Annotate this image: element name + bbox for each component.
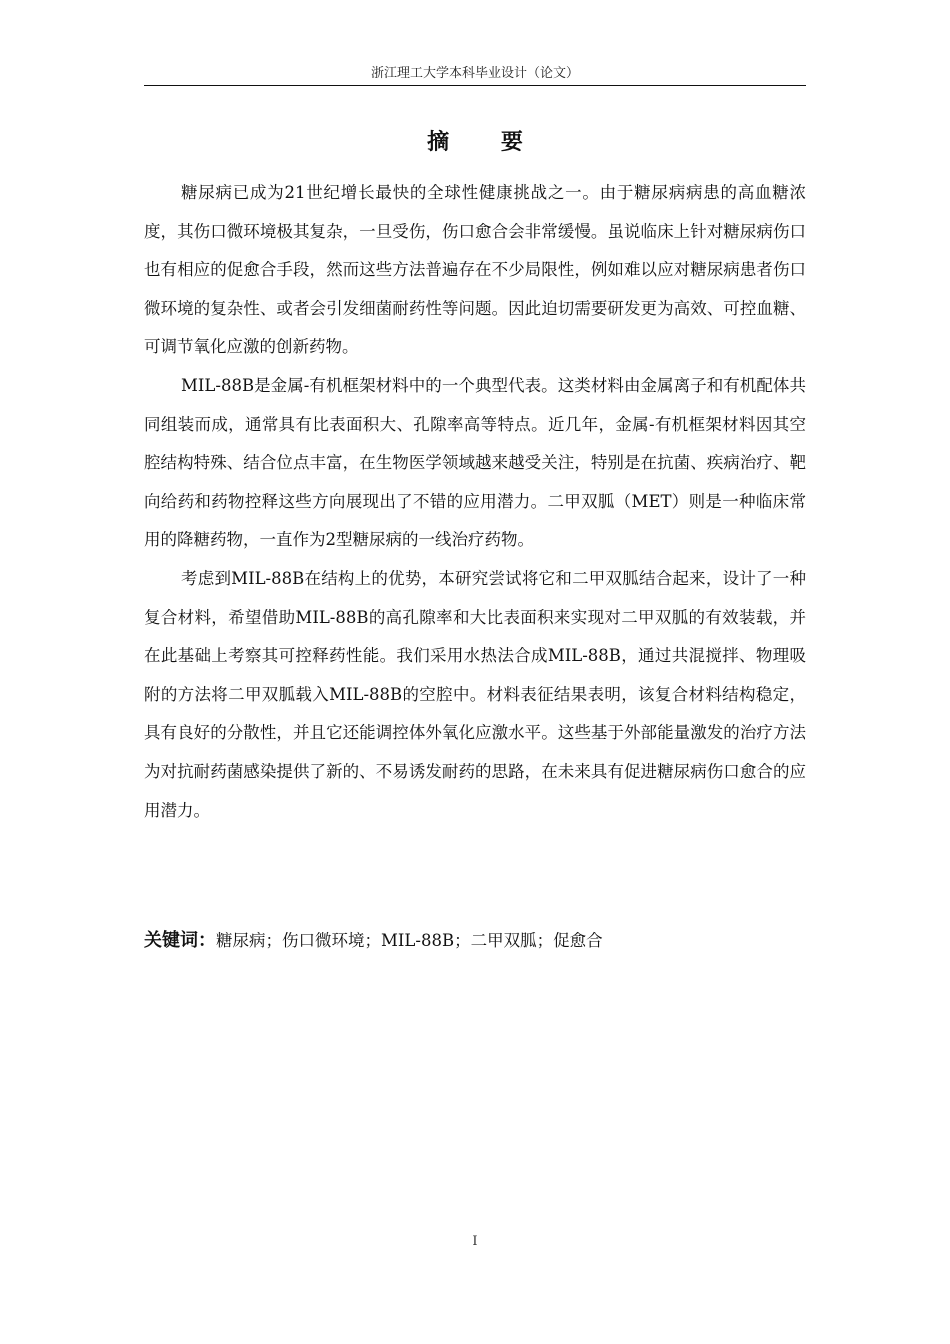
keywords-text: 糖尿病；伤口微环境；MIL-88B；二甲双胍；促愈合 xyxy=(216,931,603,950)
keywords-label: 关键词： xyxy=(144,930,216,951)
abstract-paragraph-3: 考虑到MIL-88B在结构上的优势，本研究尝试将它和二甲双胍结合起来，设计了一种复合材料，希望借助MIL-88B的高孔隙率和大比表面积来实现对二甲双胍的有效装载，并在此基础上考察其可控释药性能。我们采用水热法合成MIL-88B，通过共混搅拌、物理吸附的方法将二甲双胍载入MIL-88B的空腔中。材料表征结果表明，该复合材料结构稳定，具有良好的分散性，并且它还能调控体外氧化应激水平。这些基于外部能量激发的治疗方法为对抗耐药菌感染提供了新的、不易诱发耐药的思路，在未来具有促进糖尿病伤口愈合的应用潜力。 xyxy=(144,568,806,820)
abstract-body xyxy=(144,174,806,830)
abstract-title: 摘 要 xyxy=(427,130,545,155)
running-header: 浙江理工大学本科毕业设计（论文） xyxy=(370,66,579,81)
keywords-line xyxy=(144,924,806,958)
abstract-paragraph-2: MIL-88B是金属-有机框架材料中的一个典型代表。这类材料由金属离子和有机配体共同组装而成，通常具有比表面积大、孔隙率高等特点。近几年，金属-有机框架材料因其空腔结构特殊、结合位点丰富，在生物医学领域越来越受关注，特别是在抗菌、疾病治疗、靶向给药和药物控释这些方向展现出了不错的应用潜力。二甲双胍（MET）则是一种临床常用的降糖药物，一直作为2型糖尿病的一线治疗药物。 xyxy=(144,375,806,550)
page-number: I xyxy=(472,1234,478,1249)
abstract-paragraph-1: 糖尿病已成为21世纪增长最快的全球性健康挑战之一。由于糖尿病病患的高血糖浓度，其伤口微环境极其复杂，一旦受伤，伤口愈合会非常缓慢。虽说临床上针对糖尿病伤口也有相应的促愈合手段，然而这些方法普遍存在不少局限性，例如难以应对糖尿病患者伤口微环境的复杂性、或者会引发细菌耐药性等问题。因此迫切需要研发更为高效、可控血糖、可调节氧化应激的创新药物。 xyxy=(144,183,806,357)
header-divider xyxy=(144,85,806,86)
